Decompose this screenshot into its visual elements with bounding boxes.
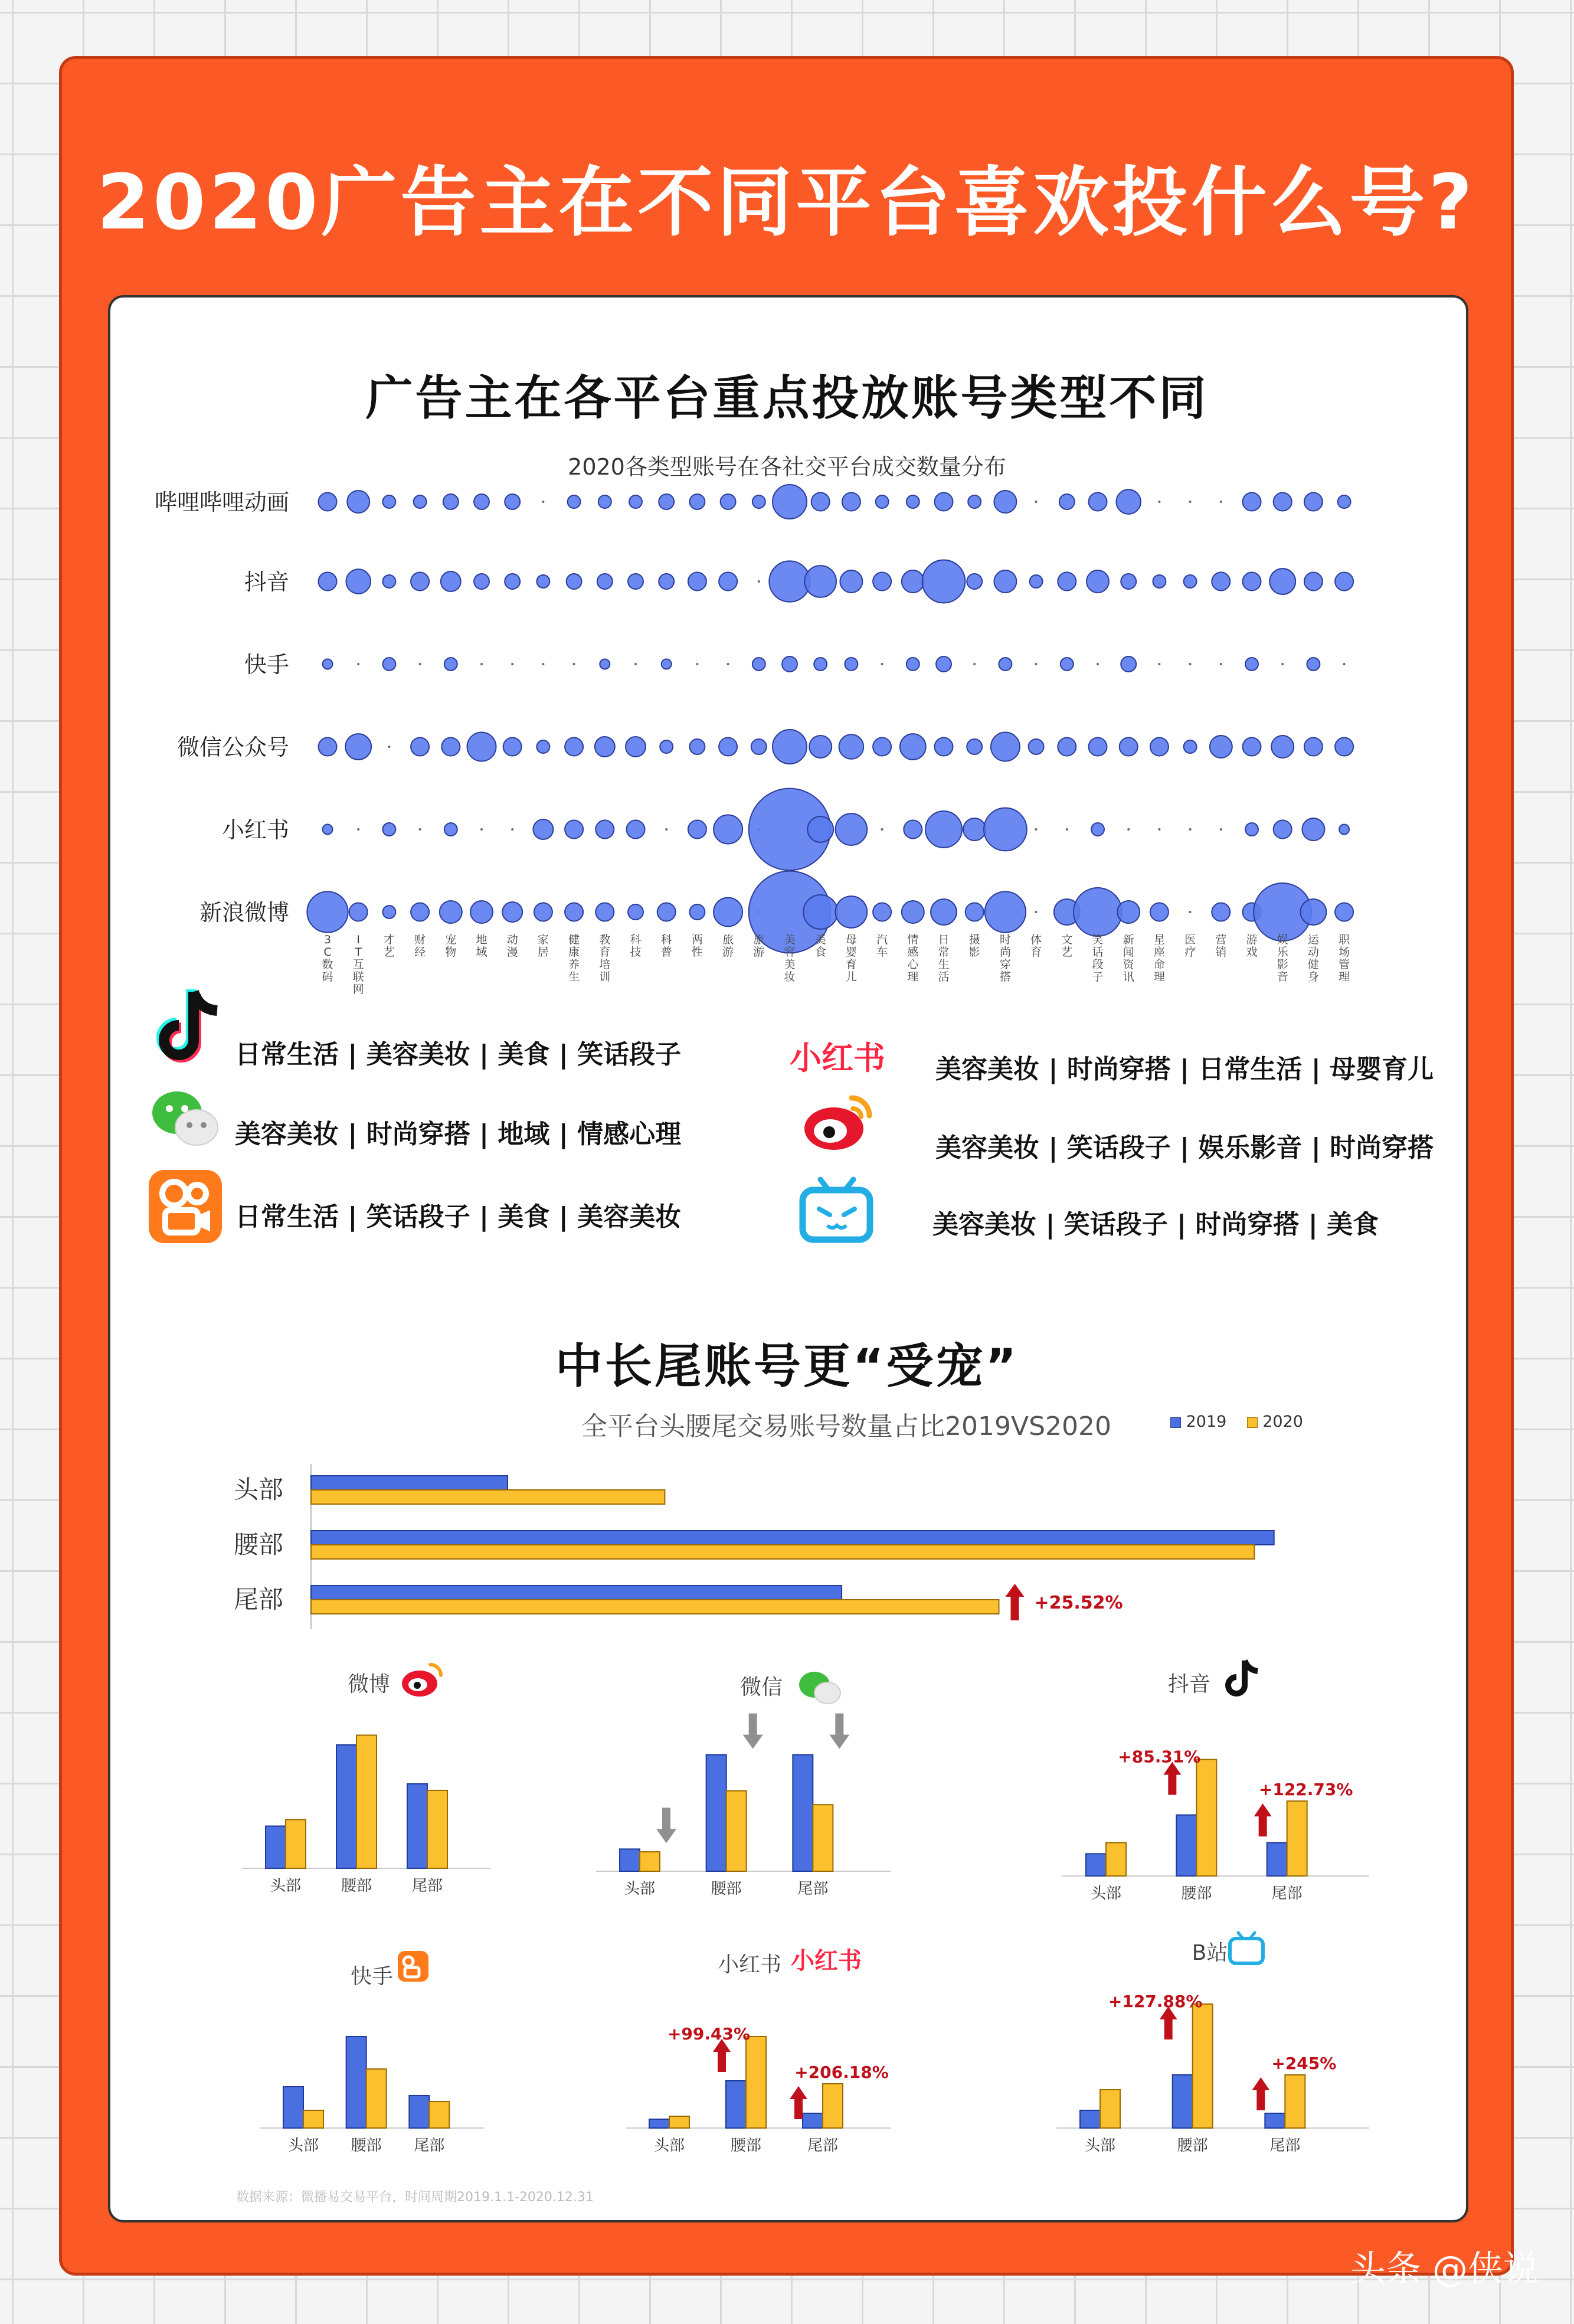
bubble-axis-label: 漫 (506, 946, 518, 959)
mini-down-arrow (743, 1714, 763, 1749)
mini-down-arrow (829, 1714, 849, 1749)
mini-bar-2020 (429, 2101, 449, 2128)
bubble-axis-label: 健 (1307, 958, 1319, 971)
mini-bar-2020 (1100, 2090, 1120, 2128)
mini-up-arrow (713, 2039, 731, 2072)
mini-chart-title: 小红书 (717, 1953, 782, 1977)
bubble-axis-label: T (355, 946, 362, 959)
bubble-row-label: 哔哩哔哩动画 (154, 489, 289, 515)
mini-bar-2020 (640, 1852, 660, 1871)
mini-category-label: 尾部 (414, 2137, 445, 2155)
bubble-axis-label: 影 (1277, 958, 1288, 971)
mini-bar-2020 (1285, 2075, 1305, 2128)
bubble-axis-label: 星 (1153, 933, 1165, 946)
bubble-axis-label: 育 (1030, 946, 1042, 959)
bubble-axis-label: 子 (1092, 970, 1104, 983)
mini-category-label: 腰部 (1181, 1885, 1212, 1903)
mini-up-arrow (1254, 1803, 1272, 1836)
wechat-small-icon (798, 1669, 845, 1706)
hbar-category-label: 腰部 (233, 1530, 283, 1559)
xiaohongshu-small-logo: 小红书 (791, 1947, 862, 1975)
bubble-axis-label: 育 (599, 946, 611, 959)
bubble-axis-label: 财 (414, 933, 426, 946)
bubble-axis-label: 两 (691, 933, 703, 946)
bubble-axis-label: 性 (691, 946, 703, 959)
bubble-axis-label: 笑 (1092, 933, 1104, 946)
mini-bar-2019 (793, 1755, 813, 1871)
bubble-axis-label: 游 (753, 946, 765, 959)
mini-growth-label: +85.31% (1118, 1747, 1201, 1767)
bubble-axis-label: 码 (322, 970, 333, 983)
mini-bar-2019 (1176, 1815, 1196, 1876)
mini-bar-2020 (1193, 2004, 1213, 2128)
bubble-axis-label: 疗 (1184, 946, 1196, 959)
hbar-category-label: 头部 (233, 1475, 283, 1504)
mini-bar-2019 (706, 1755, 727, 1871)
hbar-category-label: 尾部 (233, 1585, 283, 1614)
bubble-axis-label: 3 (323, 933, 332, 946)
bubble-axis-label: 科 (630, 933, 642, 946)
page-title: 2020广告主在不同平台喜欢投什么号? (97, 159, 1476, 247)
bubble-axis-label: 家 (537, 933, 549, 946)
bubble-axis-label: 技 (630, 946, 642, 959)
mini-up-arrow (1163, 1762, 1181, 1795)
bubble-axis-label: 域 (476, 946, 487, 959)
data-source-note: 数据来源：微播易交易平台，时间周期2019.1.1-2020.12.31 (236, 2190, 594, 2205)
bubble-axis-label: 闻 (1123, 946, 1134, 959)
bubble-axis-label: 婴 (845, 946, 857, 959)
mini-category-label: 腰部 (341, 1877, 372, 1895)
mini-category-label: 头部 (1090, 1885, 1122, 1903)
bubble-axis-label: 艺 (1061, 946, 1073, 959)
bubble-axis-label: 网 (352, 983, 364, 996)
bubble-axis-label: 时 (999, 933, 1011, 946)
mini-category-label: 尾部 (797, 1880, 829, 1898)
bubble-axis-label: I (356, 933, 361, 946)
bubble-axis-label: 汽 (876, 933, 888, 946)
bubble-axis-label: 旅 (753, 933, 765, 946)
mini-bar-2019 (726, 2081, 746, 2128)
mini-bar-2019 (1265, 2113, 1285, 2128)
bubble-row-label: 小红书 (221, 817, 289, 843)
mini-bar-2020 (427, 1790, 447, 1868)
mini-category-label: 头部 (270, 1877, 302, 1895)
bubble-axis-label: 食 (814, 946, 826, 959)
bubble-axis-label: 医 (1184, 933, 1196, 946)
bubble-axis-label: 旅 (722, 933, 734, 946)
bubble-axis-label: 妆 (784, 970, 796, 983)
bubble-axis-label: 母 (845, 933, 857, 946)
footer-credit: 头条 @侠说 (1350, 2248, 1539, 2290)
bubble-axis-label: 美 (814, 933, 826, 946)
bubble-axis-label: 戏 (1246, 946, 1258, 959)
bubble-axis-label: 动 (506, 933, 518, 946)
bubble-axis-label: 日 (938, 933, 950, 946)
mini-category-label: 头部 (287, 2137, 319, 2155)
mini-category-label: 尾部 (1271, 1885, 1303, 1903)
mini-bar-2019 (649, 2119, 669, 2128)
bubble-axis-label: 训 (599, 970, 611, 983)
mini-bar-2020 (1196, 1760, 1216, 1876)
bubble-axis-label: 康 (568, 946, 580, 959)
bubble-axis-label: 经 (414, 946, 426, 959)
section2-title: 中长尾账号更“受宠” (555, 1339, 1019, 1394)
bubble-axis-label: 游 (722, 946, 734, 959)
bubble-axis-label: 音 (1277, 970, 1288, 983)
bubble-axis-label: 座 (1153, 946, 1165, 959)
mini-growth-label: +99.43% (667, 2024, 751, 2044)
bubble-axis-label: 新 (1123, 933, 1134, 946)
mini-growth-label: +245% (1271, 2054, 1337, 2073)
kuaishou-small-icon (397, 1950, 430, 1983)
mini-bar-2019 (1080, 2110, 1100, 2128)
mini-category-label: 头部 (1084, 2137, 1116, 2155)
bubble-axis-label: 数 (322, 958, 333, 971)
bubble-axis-label: 场 (1339, 946, 1350, 959)
bubble-axis-label: 段 (1092, 958, 1104, 971)
mini-category-label: 尾部 (807, 2137, 839, 2155)
bubble-axis-label: 容 (784, 946, 796, 959)
mini-category-label: 尾部 (411, 1877, 443, 1895)
mini-chart-title: B站 (1192, 1941, 1228, 1965)
xiaohongshu-tags: 美容美妆 | 时尚穿搭 | 日常生活 | 母婴育儿 (935, 1054, 1434, 1084)
bubble-axis-label: 理 (907, 970, 919, 983)
mini-chart-title: 快手 (350, 1965, 394, 1989)
bubble-axis-label: 理 (1339, 970, 1350, 983)
mini-growth-label: +122.73% (1258, 1780, 1353, 1800)
bubble-axis-label: 心 (907, 958, 919, 971)
bubble-axis-label: 教 (599, 933, 611, 946)
wechat-tags: 美容美妆 | 时尚穿搭 | 地域 | 情感心理 (235, 1119, 682, 1149)
mini-bar-2020 (746, 2037, 766, 2128)
section1-title: 广告主在各平台重点投放账号类型不同 (365, 371, 1209, 426)
mini-bar-2019 (346, 2037, 366, 2128)
bubble-axis-label: 美 (784, 958, 796, 971)
section2-subtitle: 全平台头腰尾交易账号数量占比2019VS2020 (581, 1411, 1111, 1442)
mini-bar-2019 (1173, 2075, 1193, 2128)
mini-bar-2020 (813, 1805, 833, 1871)
mini-category-label: 头部 (624, 1880, 656, 1898)
bubble-axis-label: 联 (352, 970, 364, 983)
mini-category-label: 腰部 (711, 1880, 742, 1898)
weibo-small-icon (398, 1658, 448, 1700)
legend-label-2019: 2019 (1186, 1413, 1227, 1431)
bubble-axis-label: 居 (537, 946, 549, 959)
bubble-axis-label: 宠 (445, 933, 457, 946)
bubble-axis-label: 才 (383, 933, 395, 946)
bubble-axis-label: 资 (1123, 958, 1134, 971)
bubble-axis-label: 健 (568, 933, 580, 946)
bubble-axis-label: 儿 (845, 970, 857, 983)
mini-category-label: 头部 (653, 2137, 685, 2155)
mini-bar-2019 (283, 2087, 303, 2128)
bubble-axis-label: 穿 (999, 958, 1011, 971)
bubble-axis-label: 身 (1307, 970, 1319, 983)
mini-bar-2020 (727, 1791, 747, 1871)
mini-growth-label: +206.18% (794, 2062, 889, 2082)
bubble-axis-label: 销 (1215, 946, 1227, 959)
mini-bar-2019 (409, 2096, 429, 2128)
mini-growth-label: +127.88% (1108, 1992, 1203, 2011)
bubble-axis-label: 生 (938, 958, 950, 971)
bubble-axis-label: 育 (845, 958, 857, 971)
bubble-axis-label: 活 (938, 970, 950, 983)
bubble-axis-label: 地 (476, 933, 487, 946)
hbar-growth-label: +25.52% (1034, 1593, 1123, 1613)
mini-up-arrow (1160, 2006, 1177, 2039)
bubble-axis-label: 讯 (1123, 970, 1134, 983)
mini-bar-2019 (266, 1826, 286, 1869)
bubble-axis-label: 物 (445, 946, 457, 959)
bubble-axis-label: 营 (1215, 933, 1227, 946)
bubble-axis-label: 话 (1092, 946, 1104, 959)
bubble-axis-label: 美 (784, 933, 796, 946)
mini-bar-2019 (620, 1849, 640, 1871)
bubble-axis-label: 体 (1030, 933, 1042, 946)
bubble-axis-label: 培 (599, 958, 611, 971)
bubble-axis-label: 生 (568, 970, 580, 983)
douyin-small-icon (1225, 1658, 1260, 1699)
bilibili-small-icon (1228, 1930, 1265, 1966)
bubble-axis-label: 养 (568, 958, 580, 971)
mini-bar-2020 (1287, 1801, 1307, 1876)
mini-chart-title: 微博 (347, 1672, 391, 1697)
legend-label-2020: 2020 (1262, 1413, 1303, 1431)
mini-up-arrow (1252, 2077, 1269, 2110)
mini-chart-title: 抖音 (1167, 1672, 1211, 1697)
mini-bar-2020 (823, 2084, 843, 2128)
mini-bar-2020 (356, 1735, 377, 1869)
bubble-axis-label: 艺 (383, 946, 395, 959)
bubble-axis-label: 运 (1307, 933, 1319, 946)
bubble-row-label: 抖音 (244, 569, 289, 595)
mini-down-arrow (656, 1807, 676, 1843)
bubble-axis-label: 命 (1153, 958, 1165, 971)
mini-bar-2020 (1106, 1843, 1126, 1876)
bubble-axis-label: 游 (1246, 933, 1258, 946)
bubble-axis-label: 搭 (999, 970, 1011, 983)
mini-bar-2019 (803, 2113, 823, 2128)
mini-chart-title: 微信 (739, 1675, 783, 1699)
bubble-axis-label: 理 (1153, 970, 1165, 983)
bubble-row-label: 新浪微博 (199, 900, 289, 926)
mini-bar-2020 (286, 1820, 306, 1869)
mini-bar-2019 (336, 1745, 356, 1868)
mini-bar-2020 (303, 2110, 323, 2128)
bubble-axis-label: C (323, 946, 332, 959)
section1-subtitle: 2020各类型账号在各社交平台成交数量分布 (568, 454, 1006, 480)
mini-category-label: 腰部 (1177, 2137, 1208, 2155)
bubble-axis-label: 普 (660, 946, 672, 959)
bubble-axis-label: 乐 (1277, 946, 1288, 959)
bubble-row-label: 快手 (244, 652, 289, 678)
bubble-axis-label: 影 (968, 946, 980, 959)
kuaishou-tags: 日常生活 | 笑话段子 | 美食 | 美容美妆 (235, 1202, 682, 1232)
bubble-axis-label: 感 (907, 946, 919, 959)
bubble-axis-label: 摄 (968, 933, 980, 946)
mini-bar-2019 (1267, 1843, 1287, 1876)
mini-bar-2019 (407, 1784, 427, 1868)
bubble-axis-label: 互 (352, 958, 364, 971)
bubble-axis-label: 车 (876, 946, 888, 959)
bilibili-tags: 美容美妆 | 笑话段子 | 时尚穿搭 | 美食 (932, 1210, 1379, 1240)
bubble-axis-label: 常 (938, 946, 950, 959)
bubble-axis-label: 管 (1339, 958, 1350, 971)
bubble-axis-label: 情 (907, 933, 919, 946)
mini-bar-2020 (366, 2069, 387, 2128)
bubble-axis-label: 娱 (1277, 933, 1288, 946)
douyin-tags: 日常生活 | 美容美妆 | 美食 | 笑话段子 (235, 1040, 682, 1070)
mini-category-label: 尾部 (1269, 2137, 1301, 2155)
mini-category-label: 腰部 (730, 2137, 762, 2155)
weibo-tags: 美容美妆 | 笑话段子 | 娱乐影音 | 时尚穿搭 (935, 1133, 1434, 1163)
bubble-axis-label: 职 (1339, 933, 1350, 946)
bubble-axis-label: 科 (660, 933, 672, 946)
bubble-axis-label: 文 (1061, 933, 1073, 946)
bubble-axis-label: 动 (1307, 946, 1319, 959)
bubble-axis-label: 尚 (999, 946, 1011, 959)
mini-bar-2019 (1086, 1854, 1106, 1876)
mini-category-label: 腰部 (351, 2137, 382, 2155)
xiaohongshu-logo: 小红书 (790, 1040, 885, 1077)
bubble-row-label: 微信公众号 (176, 734, 289, 760)
mini-bar-2020 (669, 2116, 689, 2128)
